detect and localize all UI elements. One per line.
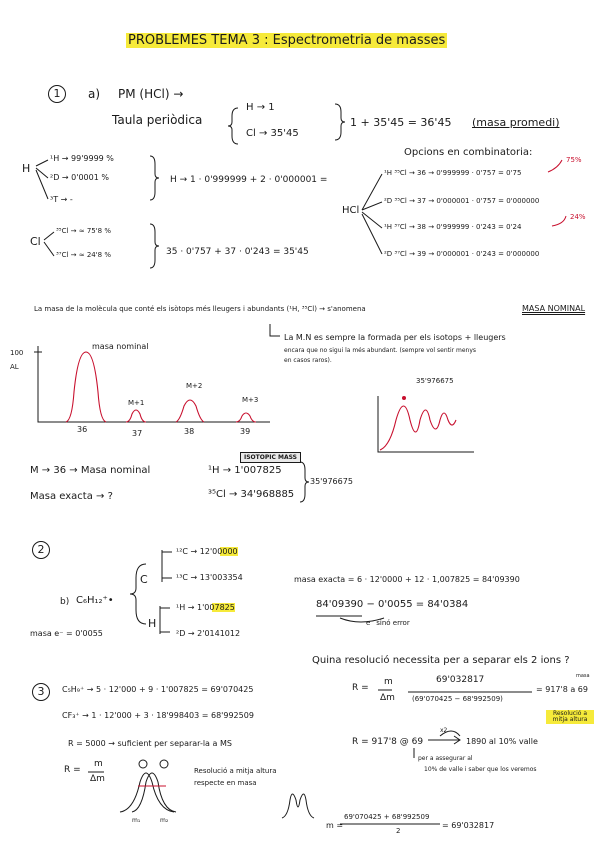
c13-mass: ¹³C → 13'003354	[176, 573, 243, 582]
r-lower-dm: Δm	[90, 774, 105, 784]
h1-text: ¹H → 1'007825	[176, 603, 235, 612]
c6h12-formula: C₆H₁₂⁺•	[76, 595, 114, 606]
cl-isotope-2: ³⁷Cl → ≈ 24'8 %	[56, 251, 112, 259]
masa-exacta-calc: masa exacta = 6 · 12'0000 + 12 · 1,007825 = 84'09390	[294, 575, 520, 584]
combo-4: ²D ³⁷Cl → 39 → 0'000001 · 0'243 = 0'000000	[384, 250, 540, 258]
x-tick-39: 39	[240, 427, 251, 436]
m-denominator: 2	[396, 827, 401, 835]
brace-c6h12	[130, 564, 146, 624]
m-to-36: M → 36 → Masa nominal	[30, 465, 151, 476]
r-denominator: (69'070425 − 68'992509)	[412, 695, 503, 703]
brace-taula-right	[335, 104, 345, 140]
r-lower-m: m	[94, 759, 103, 769]
peak-39	[236, 413, 256, 422]
peak-label-m2: M+2	[186, 382, 203, 390]
mn-note-1: La M.N es sempre la formada per els isotops + lleugers	[284, 333, 506, 342]
h-branches	[36, 160, 48, 199]
hydrogen-label: H	[148, 617, 157, 630]
d2-mass: ²D → 2'0141012	[176, 629, 241, 638]
percent-24: 24%	[570, 213, 586, 221]
exact-mass-result: 35'976675	[310, 477, 353, 486]
r-formula-lhs: R =	[352, 683, 369, 693]
problem-2b-label: b)	[60, 597, 70, 607]
mass-sum: 1 + 35'45 = 36'45	[350, 116, 452, 129]
h-atomic-mass: H → 1	[246, 102, 275, 113]
masa-promedi: (masa promedi)	[472, 116, 560, 129]
cl-isotope-1: ³⁵Cl → ≈ 75'8 %	[56, 227, 112, 235]
small-spectrum-label: 35'976675	[416, 377, 454, 385]
h-exact-mass: ¹H → 1'007825	[208, 465, 282, 476]
isotopic-mass-stamp: ISOTOPIC MASS	[240, 446, 301, 462]
r-1890: 1890 al 10% valle	[466, 737, 538, 746]
page-title: PROBLEMES TEMA 3 : Espectrometria de masses	[128, 33, 446, 48]
resolucio-mitja-altura: Resolució a mitja altura	[194, 767, 277, 775]
opcions-combinatoria: Opcions en combinatoria:	[404, 147, 533, 158]
brace-exact-masses	[300, 462, 309, 502]
respecte-en-masa: respecte en masa	[194, 779, 257, 787]
cl-atomic-mass: Cl → 35'45	[246, 128, 299, 139]
brace-taula	[228, 108, 238, 144]
valle-note-2: 10% de valle i saber que los veremos	[424, 766, 537, 773]
pm-hcl: PM (HCl) →	[118, 87, 184, 101]
r-formula-dm: Δm	[380, 693, 395, 703]
problem-2-number: 2	[32, 540, 50, 559]
hcl-branches	[362, 174, 382, 254]
peak-label-m1: M+1	[128, 399, 145, 407]
r-numerator: 69'032817	[436, 675, 485, 685]
r-lower-lhs: R =	[64, 765, 81, 775]
problem-3-number: 3	[32, 682, 50, 701]
x-tick-38: 38	[184, 427, 195, 436]
resolucio-mitja-altura-box: Resolució a mitja altura	[546, 710, 594, 724]
resolution-question: Quina resolució necessita per a separar els 2 ions ?	[312, 655, 570, 666]
masa-nominal-heading: MASA NOMINAL	[522, 304, 586, 313]
electron-label: e⁻ sinó error	[366, 619, 410, 627]
spectrum-axes	[38, 346, 270, 422]
h-isotopes-label: H	[22, 162, 31, 175]
hydrogen-bracket	[160, 606, 170, 634]
small-spectrum-trace	[380, 406, 456, 450]
percent-75: 75%	[566, 156, 582, 164]
x-tick-36: 36	[77, 425, 88, 434]
electron-mass: masa e⁻ = 0'0055	[30, 629, 103, 638]
spectrum-y-label: AL	[10, 363, 19, 371]
cl-isotopes-label: Cl	[30, 235, 41, 248]
m2-label: m₂	[160, 817, 169, 824]
molecula-sentence: La masa de la molècula que conté els isòtops més lleugers i abundants (¹H, ³⁵Cl) → s'anomena	[34, 305, 366, 313]
combo-3: ¹H ³⁷Cl → 38 → 0'999999 · 0'243 = 0'24	[384, 223, 522, 231]
peak-38	[176, 400, 204, 422]
masa-note: masa	[576, 673, 590, 679]
c5h9-mass: C₅H₉⁺ → 5 · 12'000 + 9 · 1'007825 = 69'070425	[62, 685, 254, 694]
cl-exact-mass: ³⁵Cl → 34'968885	[208, 489, 295, 500]
small-spectrum-axes	[378, 396, 474, 452]
peak-36	[66, 352, 106, 422]
h-isotope-1: ¹H → 99'9999 %	[50, 154, 114, 163]
peak-label-m3: M+3	[242, 396, 259, 404]
valle-note-1: per a assegurar al	[418, 755, 473, 762]
cl-branches	[44, 232, 54, 256]
m-lhs: m =	[326, 821, 344, 830]
spectrum-y-top: 100	[10, 349, 24, 357]
h-isotope-3: ³T → -	[50, 195, 73, 204]
taula-periodica: Taula periòdica	[112, 113, 203, 127]
brace-h-isotopes	[150, 156, 159, 200]
r-at-69: R = 917'8 @ 69	[352, 737, 424, 747]
r-result: = 917'8 a 69	[536, 685, 588, 694]
hcl-label: HCl	[342, 205, 360, 216]
times-two: x2	[440, 727, 448, 734]
brace-cl-isotopes	[150, 224, 159, 268]
h-weighted-calc: H → 1 · 0'999999 + 2 · 0'000001 =	[170, 175, 328, 185]
c12-text: ¹²C → 12'00000	[176, 547, 238, 556]
m1-label: m₁	[132, 817, 141, 824]
problem-1a-label: a)	[88, 87, 101, 101]
peak-label-masa-nominal: masa nominal	[92, 342, 149, 351]
r-formula-m: m	[384, 677, 393, 687]
masa-exacta-question: Masa exacta → ?	[30, 491, 113, 502]
problem-1-number: 1	[48, 84, 66, 103]
carbon-label: C	[140, 573, 148, 586]
m-result: = 69'032817	[442, 821, 495, 830]
note-arrow	[270, 324, 280, 336]
mn-note-2: encara que no sigui la més abundant. (sempre vol sentir menys	[284, 347, 477, 354]
r5000-note: R = 5000 → suficient per separar-la a MS	[68, 739, 232, 748]
combo-1: ¹H ³⁵Cl → 36 → 0'999999 · 0'757 = 0'75	[384, 169, 522, 177]
cf3-mass: CF₃⁺ → 1 · 12'000 + 3 · 18'998403 = 68'992509	[62, 711, 254, 720]
carbon-bracket	[162, 550, 172, 582]
h-isotope-2: ²D → 0'0001 %	[50, 173, 109, 182]
electron-subtraction: 84'09390 − 0'0055 = 84'0384	[316, 599, 469, 610]
mn-note-3: en casos raros).	[284, 357, 332, 364]
peak-37	[126, 410, 146, 422]
cl-weighted-calc: 35 · 0'757 + 37 · 0'243 = 35'45	[166, 247, 309, 257]
x-tick-37: 37	[132, 429, 143, 438]
m-numerator: 69'070425 + 68'992509	[344, 813, 430, 821]
combo-2: ²D ³⁵Cl → 37 → 0'000001 · 0'757 = 0'000000	[384, 197, 540, 205]
